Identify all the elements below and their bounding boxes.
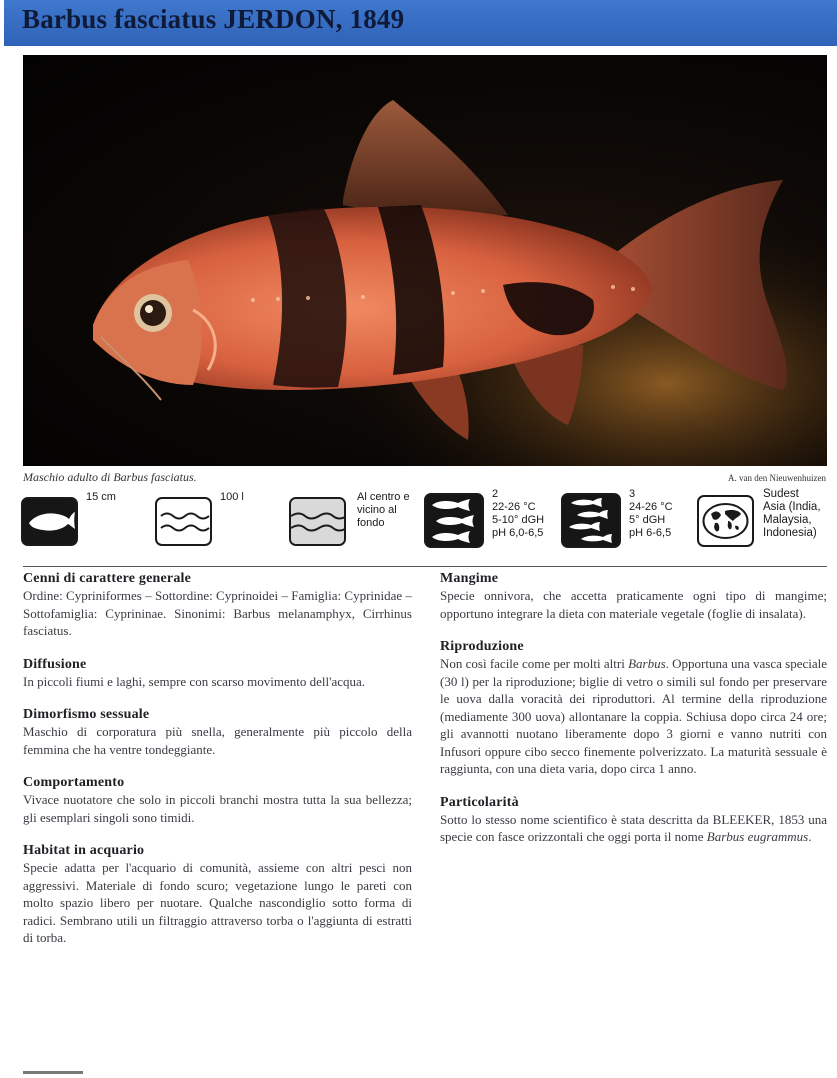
section-heading: Cenni di carattere generale [23, 571, 192, 586]
section-body: Specie adatta per l'acquario di comunità, assieme con altri pesci non aggressivi. Materiale di fondo scuro; vegetazione lungo le pareti con molto spazio libero per nuotare. Qualche nascondiglio sotto forma di radici. Sembrano utili un filtraggio attraverso torba o l'aggiunta di estratti di torba. [23, 860, 412, 945]
fish-illustration [23, 55, 827, 466]
section-heading: Dimorfismo sessuale [23, 707, 150, 722]
fish-icon [21, 497, 78, 546]
section-body: Maschio di corporatura più snella, generalmente più piccolo della femmina che ha ventre tondeggiante. [23, 724, 412, 757]
section-divider [23, 566, 827, 567]
section-behaviour [23, 774, 412, 826]
section-habitat [23, 842, 412, 947]
section-heading: Mangime [440, 571, 499, 586]
section-heading: Particolarità [440, 794, 519, 810]
section-body: In piccoli fiumi e laghi, sempre con scarso movimento dell'acqua. [23, 673, 366, 689]
zone-text: Al centro e vicino al fondo [357, 491, 410, 529]
volume-value: 100 l [220, 491, 244, 503]
fish-photo [23, 55, 827, 466]
section-body: Ordine: Cypriniformes – Sottordine: Cyprinoidei – Famiglia: Cyprinidae – Sottofamiglia: Cyprininae. Sinonimi: Barbus melanamphyx, Cirrhinus fasciatus. [23, 588, 412, 638]
section-notes [440, 794, 827, 846]
school-of-fish-icon [561, 493, 621, 548]
section-reproduction [440, 638, 827, 778]
bottom-zone-icon [289, 497, 346, 546]
globe-icon [697, 495, 754, 547]
section-body: Non così facile come per molti altri Barbus. Opportuna una vasca speciale (30 l) per la riproduzione; biglie di vetro o simili sul fondo per preservare le uova dalla voracità dei riproduttori. Al termine della riproduzione (mediamente 300 uova) allontanare la coppia. Schiusa dopo circa 24 ore; gli avannotti nuotano liberamente dopo 3 giorni e vanno nutriti con Infusori oppure cibo secco finemente polverizzato. La maturità sessuale è raggiunta, con una dieta varia, dopo circa 1 anno. [440, 656, 827, 776]
tank-icon [155, 497, 212, 546]
title-bar [4, 0, 837, 46]
facts-bar [0, 487, 837, 549]
section-body: Specie onnivora, che accetta praticamente ogni tipo di mangime; opportuno integrare la dieta con materiale vegetale (foglie di insalata). [440, 588, 827, 621]
section-heading: Comportamento [23, 775, 125, 790]
left-column [23, 570, 412, 963]
section-heading: Riproduzione [440, 639, 524, 654]
page-title: Barbus fasciatus JERDON, 1849 [22, 4, 405, 34]
section-body: Sotto lo stesso nome scientifico è stata descritta da BLEEKER, 1853 una specie con fasce orizzontali che oggi porta il nome Barbus eugrammus. [440, 811, 827, 844]
photo-credit: A. van den Nieuwenhuizen [728, 473, 826, 483]
origin-text: Sudest Asia (India, Malaysia, Indonesia) [763, 488, 821, 539]
photo-caption: Maschio adulto di Barbus fasciatus. [23, 470, 197, 484]
group1-text: 2 22-26 °C 5-10° dGH pH 6,0-6,5 [492, 488, 545, 539]
size-value: 15 cm [86, 491, 116, 503]
section-dimorphism [23, 706, 412, 758]
section-body: Vivace nuotatore che solo in piccoli branchi mostra tutta la sua bellezza; gli esemplari singoli sono timidi. [23, 792, 412, 825]
section-distribution [23, 656, 412, 691]
section-heading: Diffusione [23, 656, 87, 672]
group2-text: 3 24-26 °C 5° dGH pH 6-6,5 [629, 488, 673, 539]
school-of-fish-icon [424, 493, 484, 548]
page-footer-mark [23, 1071, 83, 1078]
section-food [440, 570, 827, 622]
section-heading: Habitat in acquario [23, 843, 145, 858]
section-general [23, 570, 412, 640]
right-column [440, 570, 827, 862]
